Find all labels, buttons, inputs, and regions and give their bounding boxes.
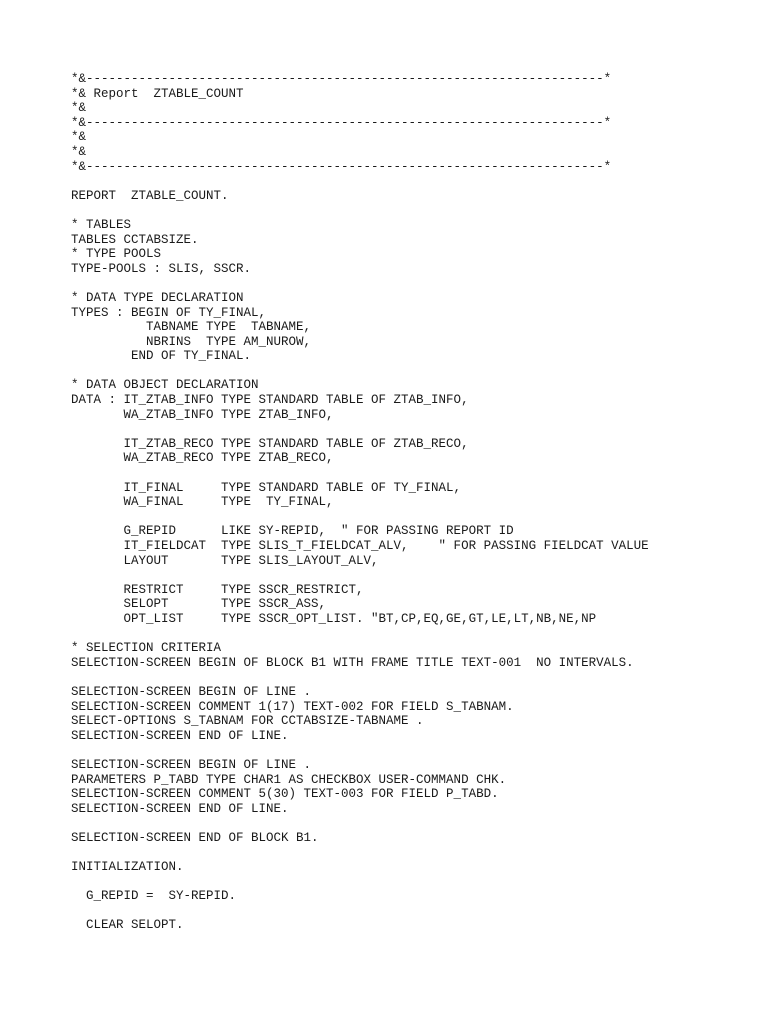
- code-line: [71, 466, 649, 481]
- code-line: *&---------------------------------------------------------------------*: [71, 159, 612, 174]
- code-line: DATA : IT_ZTAB_INFO TYPE STANDARD TABLE OF ZTAB_INFO,: [71, 393, 469, 408]
- code-line: [71, 174, 649, 189]
- code-line: * SELECTION CRITERIA: [71, 641, 222, 656]
- code-line: NBRINS TYPE AM_NUROW,: [71, 334, 312, 349]
- code-line: TABNAME TYPE TABNAME,: [71, 320, 312, 335]
- code-line: WA_ZTAB_RECO TYPE ZTAB_RECO,: [71, 451, 334, 466]
- code-line: SELECTION-SCREEN COMMENT 5(30) TEXT-003 FOR FIELD P_TABD.: [71, 787, 499, 802]
- code-line: SELECTION-SCREEN BEGIN OF BLOCK B1 WITH FRAME TITLE TEXT-001 NO INTERVALS.: [71, 655, 634, 670]
- code-line: [71, 627, 649, 642]
- code-line: SELECTION-SCREEN BEGIN OF LINE .: [71, 757, 312, 772]
- code-line: *&: [71, 101, 87, 116]
- code-line: END OF TY_FINAL.: [71, 349, 252, 364]
- code-line: SELECT-OPTIONS S_TABNAM FOR CCTABSIZE-TABNAME .: [71, 714, 424, 729]
- code-line: SELECTION-SCREEN COMMENT 1(17) TEXT-002 FOR FIELD S_TABNAM.: [71, 699, 514, 714]
- code-line: [71, 510, 649, 525]
- code-line: *&: [71, 144, 87, 159]
- code-line: IT_ZTAB_RECO TYPE STANDARD TABLE OF ZTAB_RECO,: [71, 436, 469, 451]
- code-line: CLEAR SELOPT.: [71, 918, 184, 933]
- code-line: RESTRICT TYPE SSCR_RESTRICT,: [71, 582, 364, 597]
- code-line: * DATA TYPE DECLARATION: [71, 290, 244, 305]
- code-line: * TABLES: [71, 217, 132, 232]
- code-line: [71, 364, 649, 379]
- code-line: WA_ZTAB_INFO TYPE ZTAB_INFO,: [71, 407, 334, 422]
- code-line: OPT_LIST TYPE SSCR_OPT_LIST. "BT,CP,EQ,GE,GT,LE,LT,NB,NE,NP: [71, 611, 597, 626]
- code-line: TYPES : BEGIN OF TY_FINAL,: [71, 305, 267, 320]
- code-line: REPORT ZTABLE_COUNT.: [71, 188, 229, 203]
- code-line: TYPE-POOLS : SLIS, SSCR.: [71, 261, 252, 276]
- code-line: [71, 875, 649, 890]
- code-line: *&: [71, 130, 87, 145]
- code-line: * DATA OBJECT DECLARATION: [71, 378, 259, 393]
- code-line: IT_FIELDCAT TYPE SLIS_T_FIELDCAT_ALV, " FOR PASSING FIELDCAT VALUE: [71, 539, 649, 553]
- code-line: SELOPT TYPE SSCR_ASS,: [71, 597, 327, 612]
- code-line: INITIALIZATION.: [71, 860, 184, 875]
- code-line: IT_FINAL TYPE STANDARD TABLE OF TY_FINAL,: [71, 480, 462, 495]
- code-line: G_REPID = SY-REPID.: [71, 889, 237, 904]
- code-line: SELECTION-SCREEN END OF LINE.: [71, 728, 289, 743]
- code-line: * TYPE POOLS: [71, 247, 162, 262]
- code-line: SELECTION-SCREEN END OF LINE.: [71, 801, 289, 816]
- code-line: [71, 816, 649, 831]
- code-line: PARAMETERS P_TABD TYPE CHAR1 AS CHECKBOX USER-COMMAND CHK.: [71, 772, 507, 787]
- code-line: LAYOUT TYPE SLIS_LAYOUT_ALV,: [71, 553, 379, 568]
- code-line: [71, 203, 649, 218]
- code-listing: [71, 72, 649, 933]
- code-line: *& Report ZTABLE_COUNT: [71, 86, 244, 101]
- code-line: [71, 670, 649, 685]
- code-line: [71, 904, 649, 919]
- code-line: [71, 845, 649, 860]
- code-line: [71, 743, 649, 758]
- code-line: WA_FINAL TYPE TY_FINAL,: [71, 495, 334, 510]
- code-line: G_REPID LIKE SY-REPID, " FOR PASSING REPORT ID: [71, 524, 514, 539]
- code-line: *&---------------------------------------------------------------------*: [71, 72, 612, 86]
- code-line: SELECTION-SCREEN END OF BLOCK B1.: [71, 830, 319, 845]
- code-line: *&---------------------------------------------------------------------*: [71, 115, 612, 130]
- code-line: [71, 568, 649, 583]
- code-line: TABLES CCTABSIZE.: [71, 232, 199, 247]
- code-line: [71, 276, 649, 291]
- code-line: SELECTION-SCREEN BEGIN OF LINE .: [71, 684, 312, 699]
- code-line: [71, 422, 649, 437]
